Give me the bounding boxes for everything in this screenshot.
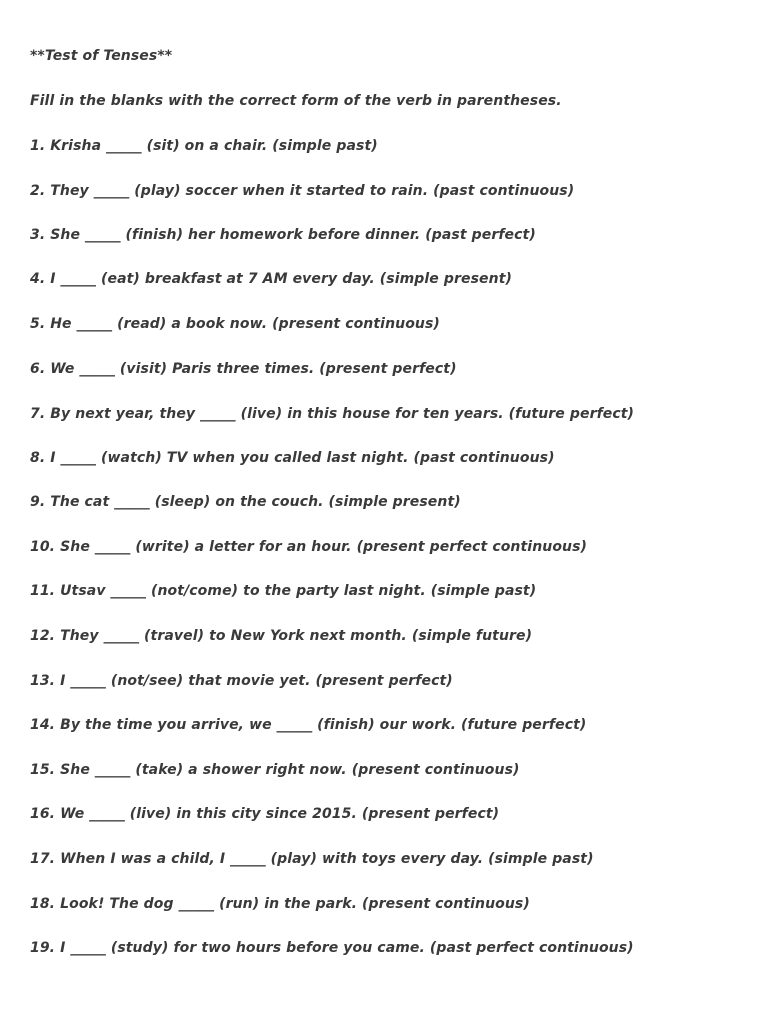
- document-instructions: Fill in the blanks with the correct form of the verb in parentheses.: [30, 93, 562, 109]
- question-7: 7. By next year, they _____ (live) in this house for ten years. (future perfect): [30, 406, 635, 422]
- question-16: 16. We _____ (live) in this city since 2015. (present perfect): [30, 806, 500, 822]
- question-17: 17. When I was a child, I _____ (play) with toys every day. (simple past): [30, 851, 594, 867]
- question-9: 9. The cat _____ (sleep) on the couch. (simple present): [30, 494, 461, 510]
- question-3: 3. She _____ (finish) her homework before dinner. (past perfect): [30, 227, 536, 243]
- question-1: 1. Krisha _____ (sit) on a chair. (simple past): [30, 138, 378, 154]
- document-title: **Test of Tenses**: [30, 48, 173, 64]
- question-4: 4. I _____ (eat) breakfast at 7 AM every day. (simple present): [30, 271, 512, 287]
- question-8: 8. I _____ (watch) TV when you called last night. (past continuous): [30, 450, 555, 466]
- question-19: 19. I _____ (study) for two hours before you came. (past perfect continuous): [30, 940, 634, 956]
- question-11: 11. Utsav _____ (not/come) to the party last night. (simple past): [30, 583, 537, 599]
- question-12: 12. They _____ (travel) to New York next month. (simple future): [30, 628, 533, 644]
- question-13: 13. I _____ (not/see) that movie yet. (present perfect): [30, 673, 453, 689]
- question-14: 14. By the time you arrive, we _____ (finish) our work. (future perfect): [30, 717, 587, 733]
- question-6: 6. We _____ (visit) Paris three times. (present perfect): [30, 361, 457, 377]
- question-10: 10. She _____ (write) a letter for an hour. (present perfect continuous): [30, 539, 588, 555]
- question-15: 15. She _____ (take) a shower right now. (present continuous): [30, 762, 520, 778]
- question-5: 5. He _____ (read) a book now. (present continuous): [30, 316, 440, 332]
- question-18: 18. Look! The dog _____ (run) in the park. (present continuous): [30, 896, 530, 912]
- question-2: 2. They _____ (play) soccer when it started to rain. (past continuous): [30, 183, 575, 199]
